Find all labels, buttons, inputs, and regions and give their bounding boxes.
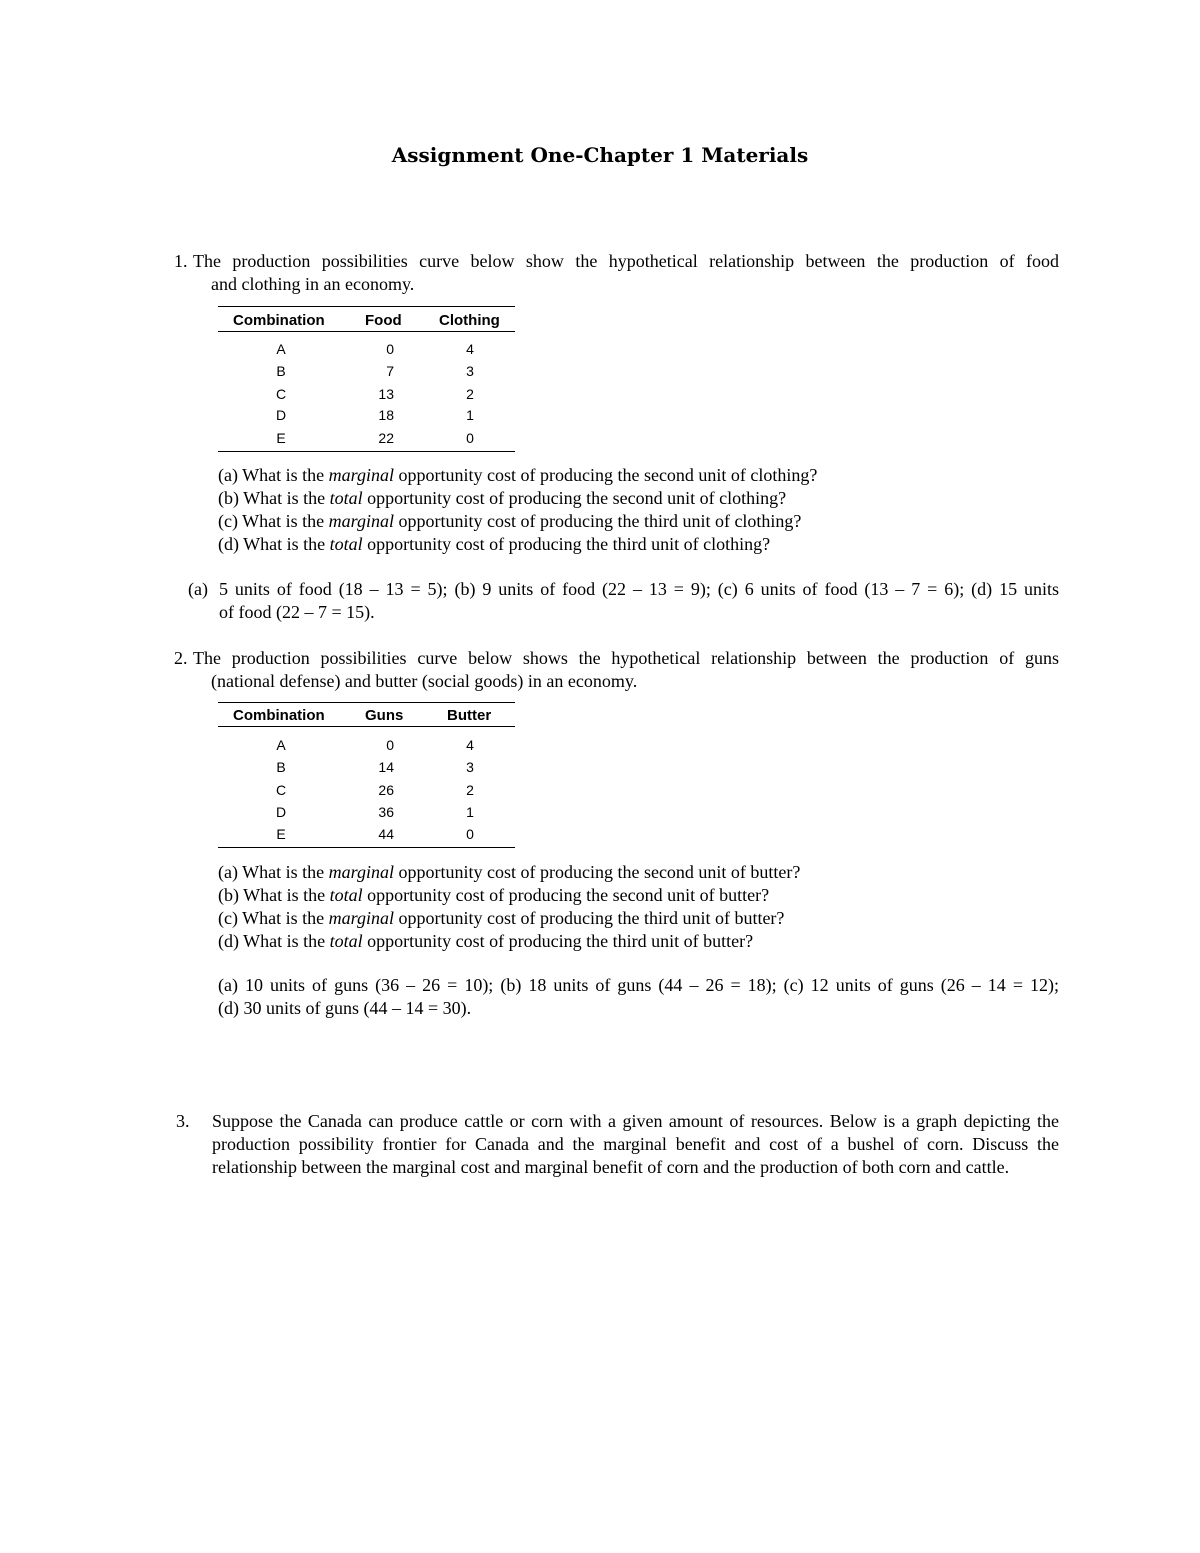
q1-table <box>218 306 515 454</box>
table-cell: E <box>276 430 286 446</box>
table-cell: D <box>275 407 287 423</box>
table-cell: 2 <box>466 782 474 798</box>
subquestion: (d) What is the total opportunity cost of producing the third unit of butter? <box>218 931 754 951</box>
q1-answer-line1: 5 units of food (18 – 13 = 5); (b) 9 units of food (22 – 13 = 9); (c) 6 units of food (13 – 7 = 6); (d) 15 units <box>219 579 1059 599</box>
table-cell: 18 <box>378 407 394 423</box>
subquestion: (a) What is the marginal opportunity cost of producing the second unit of butter? <box>218 862 801 882</box>
table-rule <box>218 451 515 452</box>
question-2-text-line1: The production possibilities curve below shows the hypothetical relationship between the production of guns <box>193 648 1059 668</box>
table-rule <box>218 847 515 848</box>
table-cell: 3 <box>466 759 474 775</box>
table-cell: 7 <box>386 363 394 379</box>
table-cell: A <box>276 737 286 753</box>
table-header-combination: Combination <box>233 707 325 724</box>
table-cell: E <box>276 826 286 842</box>
subquestion: (b) What is the total opportunity cost of producing the second unit of butter? <box>218 885 770 905</box>
q2-answer-line1: (a) 10 units of guns (36 – 26 = 10); (b) 18 units of guns (44 – 26 = 18); (c) 12 units of guns (26 – 14 = 12); <box>218 975 1059 995</box>
question-1-number: 1. <box>174 251 188 271</box>
subquestion: (c) What is the marginal opportunity cost of producing the third unit of clothing? <box>218 511 802 531</box>
table-cell: 0 <box>466 826 474 842</box>
question-1-text-line1: The production possibilities curve below show the hypothetical relationship between the production of food <box>193 251 1059 271</box>
table-rule <box>218 702 515 703</box>
table-cell: 0 <box>386 341 394 357</box>
table-cell: D <box>275 804 287 820</box>
table-cell: A <box>276 341 286 357</box>
subquestion: (b) What is the total opportunity cost of producing the second unit of clothing? <box>218 488 787 508</box>
subquestion: (c) What is the marginal opportunity cost of producing the third unit of butter? <box>218 908 785 928</box>
q1-answer-label: (a) <box>188 579 208 599</box>
table-cell: 22 <box>378 430 394 446</box>
table-cell: 4 <box>466 341 474 357</box>
q1-answer-line2: of food (22 – 7 = 15). <box>219 602 375 622</box>
table-cell: 0 <box>386 737 394 753</box>
table-rule <box>218 306 515 307</box>
table-cell: 0 <box>466 430 474 446</box>
table-rule <box>218 331 515 332</box>
question-2-number: 2. <box>174 648 188 668</box>
q2-table <box>218 702 515 850</box>
q2-subquestions <box>218 861 800 953</box>
table-cell: 4 <box>466 737 474 753</box>
table-header-clothing: Clothing <box>439 312 500 329</box>
table-cell: 1 <box>466 804 474 820</box>
table-cell: B <box>276 759 286 775</box>
table-cell: C <box>275 386 287 402</box>
table-cell: 44 <box>378 826 394 842</box>
page-title: Assignment One-Chapter 1 Materials <box>391 143 809 167</box>
table-cell: C <box>275 782 287 798</box>
table-cell: 26 <box>378 782 394 798</box>
q1-subquestions <box>218 464 817 556</box>
table-header-combination: Combination <box>233 312 325 329</box>
table-header-guns: Guns <box>365 707 404 724</box>
table-cell: 13 <box>378 386 394 402</box>
question-2-text-line2: (national defense) and butter (social goods) in an economy. <box>211 671 638 691</box>
table-rule <box>218 726 515 727</box>
table-cell: 14 <box>378 759 394 775</box>
table-cell: 3 <box>466 363 474 379</box>
subquestion: (d) What is the total opportunity cost of producing the third unit of clothing? <box>218 534 771 554</box>
q2-answer-line2: (d) 30 units of guns (44 – 14 = 30). <box>218 998 472 1018</box>
table-header-food: Food <box>365 312 402 329</box>
table-cell: B <box>276 363 286 379</box>
table-cell: 36 <box>378 804 394 820</box>
subquestion: (a) What is the marginal opportunity cost of producing the second unit of clothing? <box>218 465 818 485</box>
question-3-text: Suppose the Canada can produce cattle or corn with a given amount of resources. Below is a graph depicting the production possibility frontier for Canada and the marginal benefit and cost of a bushel of corn. Discuss the relationship between the marginal cost and marginal benefit of corn and the production of both corn and cattle. <box>212 1111 1059 1177</box>
question-3-number: 3. <box>176 1111 190 1131</box>
table-cell: 2 <box>466 386 474 402</box>
table-header-butter: Butter <box>447 707 492 724</box>
question-1-text-line2: and clothing in an economy. <box>211 274 415 294</box>
table-cell: 1 <box>466 407 474 423</box>
